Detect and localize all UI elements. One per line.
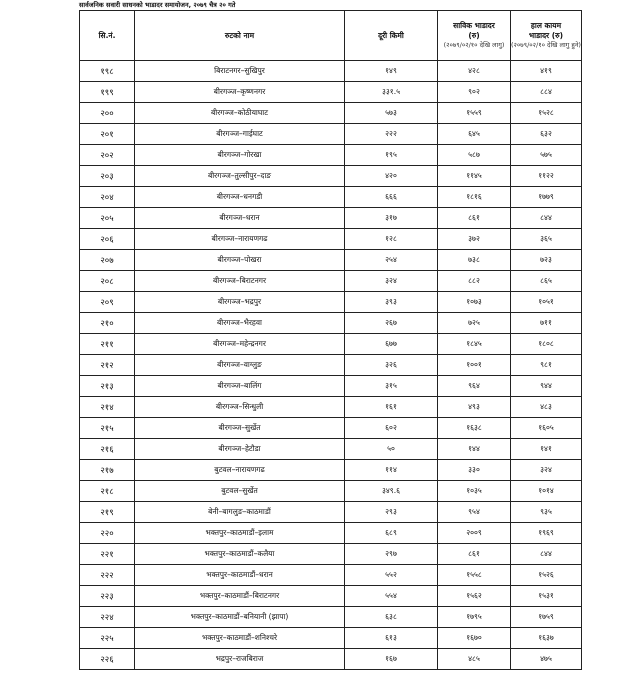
serial-number-cell: २०७: [80, 250, 135, 271]
table-row: [80, 460, 582, 481]
header-serial-number: सि.नं.: [80, 11, 135, 61]
new-fare-cell: ३२४: [511, 460, 582, 481]
table-row: [80, 628, 582, 649]
old-fare-cell: ४२८: [438, 61, 511, 82]
serial-number-cell: २००: [80, 103, 135, 124]
serial-number-cell: २०१: [80, 124, 135, 145]
distance-cell: ५७३: [345, 103, 438, 124]
distance-cell: ५५२: [345, 565, 438, 586]
serial-number-cell: २०८: [80, 271, 135, 292]
header-distance: दूरी किमी: [345, 11, 438, 61]
serial-number-cell: १९८: [80, 61, 135, 82]
route-name-cell: भक्तपुर–काठमाडौं–इलाम: [135, 523, 345, 544]
serial-number-cell: २०२: [80, 145, 135, 166]
old-fare-cell: ७३८: [438, 250, 511, 271]
distance-cell: ३२६: [345, 355, 438, 376]
route-name-cell: बीरगञ्ज–सुर्खेत: [135, 418, 345, 439]
table-row: [80, 292, 582, 313]
table-row: [80, 82, 582, 103]
route-name-cell: बीरगञ्ज–भैरहवा: [135, 313, 345, 334]
table-row: [80, 544, 582, 565]
route-name-cell: बीरगञ्ज–भद्रपुर: [135, 292, 345, 313]
distance-cell: २६७: [345, 313, 438, 334]
fare-table: [79, 10, 582, 670]
table-row: [80, 376, 582, 397]
old-fare-cell: ११४५: [438, 166, 511, 187]
table-row: [80, 313, 582, 334]
new-fare-cell: १४१: [511, 439, 582, 460]
new-fare-cell: ६३२: [511, 124, 582, 145]
route-name-cell: भक्तपुर–काठमाडौं–बनियानी (झापा): [135, 607, 345, 628]
document-title: सार्वजनिक सवारी साधनको भाडादर समायोजन, २०७९ चैत्र २० गते: [79, 1, 236, 9]
route-name-cell: बीरगञ्ज–बालिंग: [135, 376, 345, 397]
new-fare-cell: ८४४: [511, 208, 582, 229]
serial-number-cell: २१६: [80, 439, 135, 460]
distance-cell: २५४: [345, 250, 438, 271]
old-fare-cell: १६७०: [438, 628, 511, 649]
new-fare-cell: ९४४: [511, 376, 582, 397]
route-name-cell: बीरगञ्ज–महेन्द्रनगर: [135, 334, 345, 355]
route-name-cell: बीरगञ्ज–बिराटनगर: [135, 271, 345, 292]
old-fare-cell: ३७२: [438, 229, 511, 250]
route-name-cell: बीरगञ्ज–गाईघाट: [135, 124, 345, 145]
old-fare-cell: १५६२: [438, 586, 511, 607]
distance-cell: ६०२: [345, 418, 438, 439]
old-fare-cell: १७९५: [438, 607, 511, 628]
serial-number-cell: २१३: [80, 376, 135, 397]
route-name-cell: बीरगञ्ज–पोखरा: [135, 250, 345, 271]
new-fare-cell: ४८३: [511, 397, 582, 418]
table-row: [80, 187, 582, 208]
serial-number-cell: २१२: [80, 355, 135, 376]
old-fare-cell: ६४५: [438, 124, 511, 145]
distance-cell: ५०: [345, 439, 438, 460]
serial-number-cell: २१८: [80, 481, 135, 502]
table-row: [80, 250, 582, 271]
old-fare-cell: १६३८: [438, 418, 511, 439]
new-fare-cell: १०५१: [511, 292, 582, 313]
serial-number-cell: २११: [80, 334, 135, 355]
old-fare-cell: ४८५: [438, 649, 511, 670]
distance-cell: ६१३: [345, 628, 438, 649]
serial-number-cell: २१४: [80, 397, 135, 418]
route-name-cell: बीरगञ्ज–वाग्लुङ: [135, 355, 345, 376]
new-fare-cell: ४७५: [511, 649, 582, 670]
serial-number-cell: २०९: [80, 292, 135, 313]
route-name-cell: बीरगञ्ज–सिन्धुली: [135, 397, 345, 418]
distance-cell: ३१५: [345, 376, 438, 397]
old-fare-cell: १००१: [438, 355, 511, 376]
route-name-cell: बेनी–बागलुङ–काठमाडौं: [135, 502, 345, 523]
old-fare-cell: १४४: [438, 439, 511, 460]
table-body: [80, 61, 582, 670]
table-row: [80, 439, 582, 460]
table-row: [80, 649, 582, 670]
table-row: [80, 523, 582, 544]
new-fare-cell: ७११: [511, 313, 582, 334]
route-name-cell: बीरगञ्ज–धरान: [135, 208, 345, 229]
table-row: [80, 145, 582, 166]
new-fare-cell: १७७९: [511, 187, 582, 208]
distance-cell: १६१: [345, 397, 438, 418]
table-row: [80, 271, 582, 292]
new-fare-cell: ४१९: [511, 61, 582, 82]
route-name-cell: भक्तपुर–काठमाडौं–बिराटनगर: [135, 586, 345, 607]
distance-cell: ५५४: [345, 586, 438, 607]
distance-cell: १६७: [345, 649, 438, 670]
new-fare-cell: १९६९: [511, 523, 582, 544]
old-fare-cell: १८४५: [438, 334, 511, 355]
distance-cell: १९५: [345, 145, 438, 166]
serial-number-cell: २२२: [80, 565, 135, 586]
header-route-name: रुटको नाम: [135, 11, 345, 61]
new-fare-cell: १०१४: [511, 481, 582, 502]
serial-number-cell: १९९: [80, 82, 135, 103]
table-row: [80, 208, 582, 229]
table-row: [80, 124, 582, 145]
route-name-cell: बीरगञ्ज–गोरखा: [135, 145, 345, 166]
serial-number-cell: २१५: [80, 418, 135, 439]
new-fare-cell: ५७५: [511, 145, 582, 166]
distance-cell: ३४९.६: [345, 481, 438, 502]
new-fare-cell: १६०५: [511, 418, 582, 439]
route-name-cell: बुटवल–नारायणगढ: [135, 460, 345, 481]
old-fare-cell: २००९: [438, 523, 511, 544]
route-name-cell: बीरगञ्ज–हेटौडा: [135, 439, 345, 460]
route-name-cell: भद्रपुर–राजबिराज: [135, 649, 345, 670]
old-fare-cell: ८६१: [438, 544, 511, 565]
route-name-cell: बीरगञ्ज–नारायणगढ: [135, 229, 345, 250]
new-fare-cell: ८८४: [511, 82, 582, 103]
old-fare-cell: १८१६: [438, 187, 511, 208]
route-name-cell: बिराटनगर–सुखिपुर: [135, 61, 345, 82]
new-fare-cell: ७२३: [511, 250, 582, 271]
old-fare-cell: ८८२: [438, 271, 511, 292]
route-name-cell: भक्तपुर–काठमाडौं–धरान: [135, 565, 345, 586]
table-row: [80, 397, 582, 418]
serial-number-cell: २१०: [80, 313, 135, 334]
serial-number-cell: २२५: [80, 628, 135, 649]
new-fare-cell: ९८१: [511, 355, 582, 376]
distance-cell: ३१७: [345, 208, 438, 229]
distance-cell: १२८: [345, 229, 438, 250]
table-row: [80, 586, 582, 607]
table-header-row: [80, 11, 582, 61]
serial-number-cell: २०३: [80, 166, 135, 187]
distance-cell: १४९: [345, 61, 438, 82]
serial-number-cell: २२१: [80, 544, 135, 565]
distance-cell: ६८९: [345, 523, 438, 544]
distance-cell: ११४: [345, 460, 438, 481]
route-name-cell: भक्तपुर–काठमाडौं–कलैया: [135, 544, 345, 565]
new-fare-cell: १५३१: [511, 586, 582, 607]
distance-cell: ६३८: [345, 607, 438, 628]
route-name-cell: भक्तपुर–काठमाडौं–शनिश्चरे: [135, 628, 345, 649]
old-fare-cell: ९५४: [438, 502, 511, 523]
new-fare-cell: ३६५: [511, 229, 582, 250]
serial-number-cell: २०५: [80, 208, 135, 229]
old-fare-cell: १५५९: [438, 103, 511, 124]
table-row: [80, 61, 582, 82]
table-row: [80, 502, 582, 523]
old-fare-cell: ८६१: [438, 208, 511, 229]
new-fare-cell: ८६५: [511, 271, 582, 292]
distance-cell: ३२४: [345, 271, 438, 292]
header-new-fare: हाल कायम भाडादर (रु) (२०७९/०२/१० देखि लागु हुने): [511, 11, 582, 61]
new-fare-cell: १७५९: [511, 607, 582, 628]
distance-cell: ३९३: [345, 292, 438, 313]
new-fare-cell: १८०८: [511, 334, 582, 355]
new-fare-cell: १५२६: [511, 565, 582, 586]
distance-cell: २९७: [345, 544, 438, 565]
route-name-cell: बीरगञ्ज–धनगडी: [135, 187, 345, 208]
table-row: [80, 103, 582, 124]
new-fare-cell: ११२२: [511, 166, 582, 187]
table-row: [80, 355, 582, 376]
distance-cell: ४२०: [345, 166, 438, 187]
serial-number-cell: २२०: [80, 523, 135, 544]
old-fare-cell: ५८७: [438, 145, 511, 166]
distance-cell: २२२: [345, 124, 438, 145]
table-row: [80, 229, 582, 250]
distance-cell: ३३१.५: [345, 82, 438, 103]
table-row: [80, 166, 582, 187]
route-name-cell: बीरगञ्ज–कोठीयाघाट: [135, 103, 345, 124]
old-fare-cell: ३३०: [438, 460, 511, 481]
route-name-cell: बीरगञ्ज–कृष्णनगर: [135, 82, 345, 103]
serial-number-cell: २२३: [80, 586, 135, 607]
old-fare-cell: १०७३: [438, 292, 511, 313]
table-row: [80, 565, 582, 586]
serial-number-cell: २२४: [80, 607, 135, 628]
old-fare-cell: १५५८: [438, 565, 511, 586]
route-name-cell: बीरगञ्ज–तुल्सीपुर–दाङ: [135, 166, 345, 187]
distance-cell: ६७७: [345, 334, 438, 355]
new-fare-cell: ९३५: [511, 502, 582, 523]
distance-cell: ६६६: [345, 187, 438, 208]
table-row: [80, 607, 582, 628]
serial-number-cell: २१७: [80, 460, 135, 481]
table-row: [80, 334, 582, 355]
table-row: [80, 418, 582, 439]
old-fare-cell: ९६४: [438, 376, 511, 397]
serial-number-cell: २०४: [80, 187, 135, 208]
serial-number-cell: २२६: [80, 649, 135, 670]
table-row: [80, 481, 582, 502]
old-fare-cell: ४९३: [438, 397, 511, 418]
new-fare-cell: १५२८: [511, 103, 582, 124]
distance-cell: २९३: [345, 502, 438, 523]
new-fare-cell: १६३७: [511, 628, 582, 649]
old-fare-cell: ९०२: [438, 82, 511, 103]
old-fare-cell: ७२५: [438, 313, 511, 334]
serial-number-cell: २१९: [80, 502, 135, 523]
header-old-fare: साविक भाडादर (रु) (२०७९/०२/१० देखि लागु): [438, 11, 511, 61]
new-fare-cell: ८४४: [511, 544, 582, 565]
route-name-cell: बुटवल–सुर्खेत: [135, 481, 345, 502]
serial-number-cell: २०६: [80, 229, 135, 250]
old-fare-cell: १०३५: [438, 481, 511, 502]
